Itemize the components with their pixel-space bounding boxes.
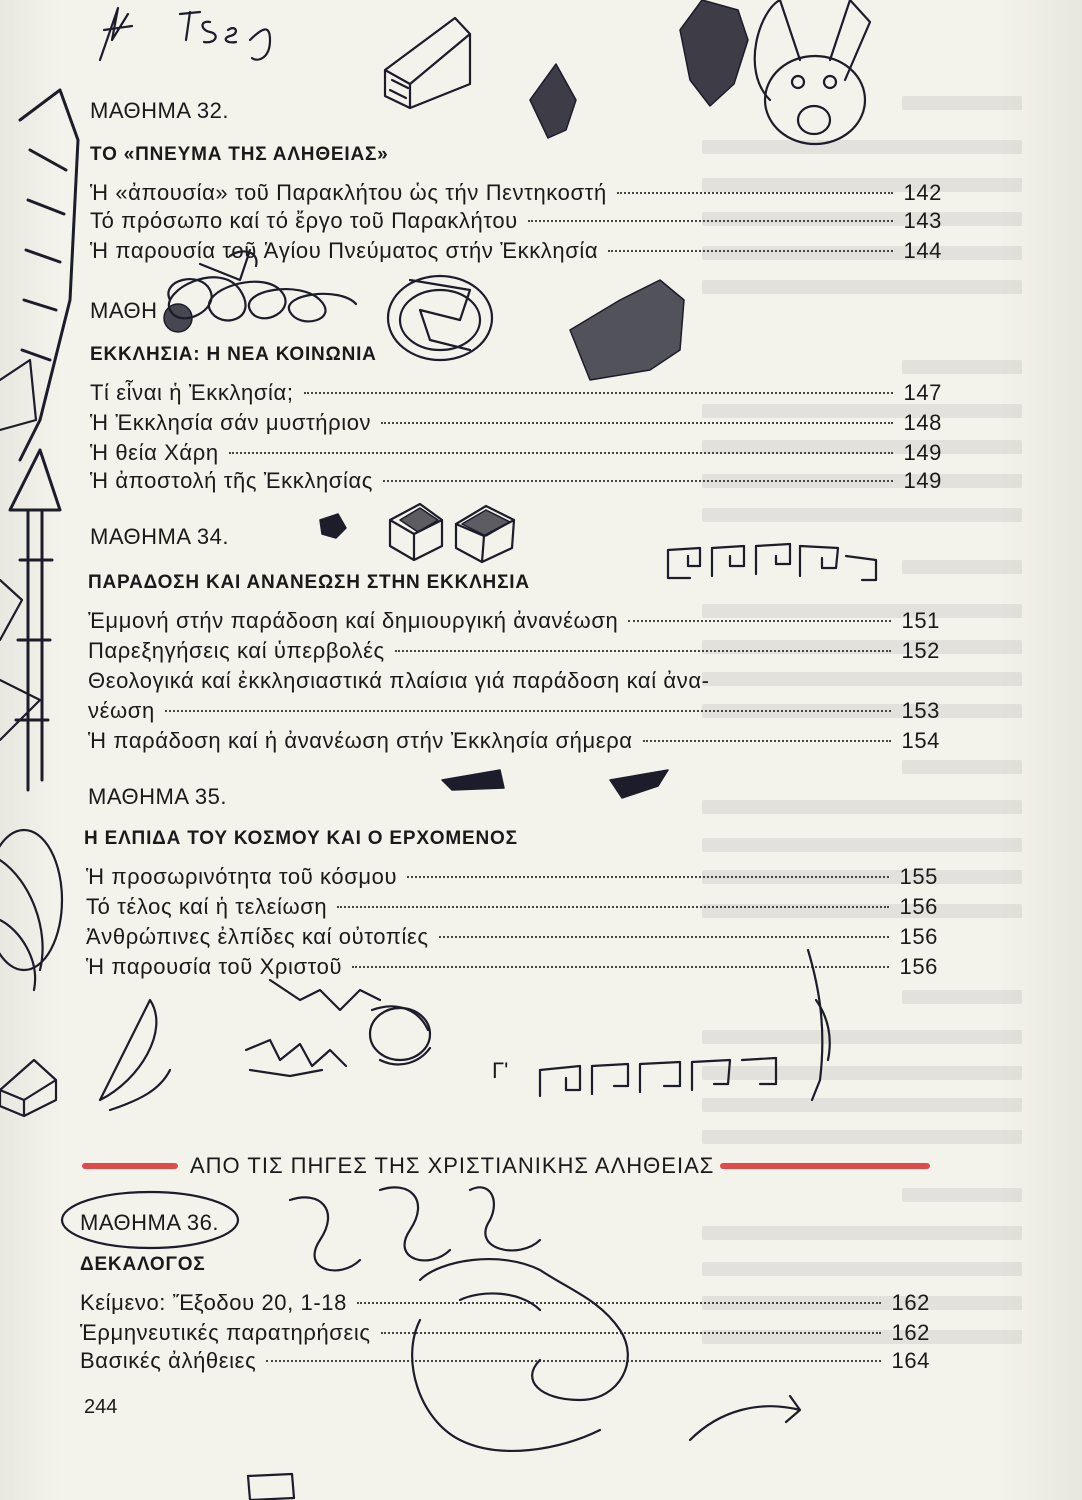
toc-entry-title: Ἡ Ἐκκλησία σάν μυστήριον: [90, 410, 372, 435]
toc-entry-title: Ἡ παρουσία τοῦ Χριστοῦ: [86, 954, 343, 979]
toc-entry: [90, 380, 942, 406]
toc-entry-title: Ἡ «ἀπουσία» τοῦ Παρακλήτου ὡς τήν Πεντηκοστή: [90, 180, 607, 205]
toc-entry-page: 156: [899, 924, 938, 949]
leader-dots: [165, 710, 892, 712]
lesson-heading: Η ΕΛΠΙΔΑ ΤΟΥ ΚΟΣΜΟΥ ΚΑΙ Ο ΕΡΧΟΜΕΝΟΣ: [84, 828, 518, 849]
toc-entry-page: 147: [903, 380, 942, 405]
lesson-heading: ΔΕΚΑΛΟΓΟΣ: [80, 1254, 206, 1275]
section-banner: [82, 1148, 930, 1184]
leader-dots: [439, 936, 890, 938]
toc-entry-title: Τί εἶναι ἡ Ἐκκλησία;: [90, 380, 294, 405]
toc-entry-title: Παρεξηγήσεις καί ὑπερβολές: [88, 638, 385, 663]
toc-entry-title: Ἡ προσωρινότητα τοῦ κόσμου: [86, 864, 398, 889]
signature-mark: Γ': [492, 1058, 509, 1083]
leader-dots: [643, 740, 892, 742]
toc-entry-page: 162: [891, 1290, 930, 1315]
toc-entry-title: Κείμενο: Ἔξοδου 20, 1-18: [80, 1290, 347, 1315]
leader-dots: [617, 192, 894, 194]
toc-entry-page: 152: [901, 638, 940, 663]
toc-entry-page: 151: [901, 608, 940, 633]
banner-rule-right: [720, 1163, 930, 1169]
toc-entry-page: 154: [901, 728, 940, 753]
toc-entry: [86, 894, 938, 920]
toc-entry-title: Θεολογικά καί ἐκκλησιαστικά πλαίσια γιά παράδοση καί ἀνα-: [88, 668, 710, 693]
toc-entry-title: Ἀνθρώπινες ἐλπίδες καί οὐτοπίες: [86, 924, 429, 949]
toc-entry-page: 153: [901, 698, 940, 723]
toc-entry-page: 149: [903, 440, 942, 465]
leader-dots: [337, 906, 889, 908]
toc-entry-page: 156: [899, 894, 938, 919]
toc-entry: [88, 638, 940, 664]
toc-entry: [88, 728, 940, 754]
toc-entry: [86, 864, 938, 890]
leader-dots: [266, 1360, 881, 1362]
toc-entry: [86, 954, 938, 980]
toc-entry: [90, 468, 942, 494]
toc-entry: [80, 1320, 930, 1346]
lesson-heading: ΠΑΡΑΔΟΣΗ ΚΑΙ ΑΝΑΝΕΩΣΗ ΣΤΗΝ ΕΚΚΛΗΣΙΑ: [88, 572, 530, 593]
toc-entry-title: Ἑρμηνευτικές παρατηρήσεις: [80, 1320, 371, 1345]
leader-dots: [407, 876, 889, 878]
toc-entry-page: 149: [903, 468, 942, 493]
toc-entry: [88, 608, 940, 634]
lesson-heading: ΕΚΚΛΗΣΙΑ: Η ΝΕΑ ΚΟΙΝΩΝΙΑ: [90, 344, 377, 365]
toc-entry-title: Ἡ παράδοση καί ἡ ἀνανέωση στήν Ἐκκλησία σήμερα: [88, 728, 633, 753]
section-banner-title: ΑΠΟ ΤΙΣ ΠΗΓΕΣ ΤΗΣ ΧΡΙΣΤΙΑΝΙΚΗΣ ΑΛΗΘΕΙΑΣ: [190, 1153, 715, 1178]
toc-entry-page: 143: [903, 208, 942, 233]
leader-dots: [229, 452, 894, 454]
toc-entry: [90, 238, 942, 264]
page-number: 244: [84, 1396, 118, 1418]
toc-entry-page: 148: [903, 410, 942, 435]
toc-entry: [90, 440, 942, 466]
toc-entry: [90, 208, 942, 234]
toc-entry: [88, 698, 940, 724]
toc-entry-title: Ἐμμονή στήν παράδοση καί δημιουργική ἀνανέωση: [88, 608, 619, 633]
leader-dots: [528, 220, 894, 222]
toc-entry: [90, 410, 942, 436]
toc-entry-page: 144: [903, 238, 942, 263]
leader-dots: [395, 650, 892, 652]
toc-entry-title: Βασικές ἀλήθειες: [80, 1348, 257, 1373]
toc-entry-page: 162: [891, 1320, 930, 1345]
lesson-label: ΜΑΘΗΜΑ 36.: [80, 1210, 220, 1235]
toc-entry-title: Ἡ παρουσία τοῦ Ἁγίου Πνεύματος στήν Ἐκκλησία: [90, 238, 599, 263]
toc-entry: [86, 924, 938, 950]
toc-entry-title: Ἡ ἀποστολή τῆς Ἐκκλησίας: [90, 468, 373, 493]
toc-entry-page: 156: [899, 954, 938, 979]
toc-entry-title: Ἡ θεία Χάρη: [90, 440, 219, 465]
toc-entry-page: 164: [891, 1348, 930, 1373]
banner-rule-left: [82, 1163, 178, 1169]
toc-entry: [90, 180, 942, 206]
leader-dots: [383, 480, 894, 482]
lesson-label: ΜΑΘΗΜΑ 35.: [88, 784, 228, 809]
toc-entry-title: Τό τέλος καί ἡ τελείωση: [86, 894, 328, 919]
toc-entry-title-continuation: νέωση: [88, 698, 155, 723]
toc-entry: [80, 1348, 930, 1374]
lesson-heading: ΤΟ «ΠΝΕΥΜΑ ΤΗΣ ΑΛΗΘΕΙΑΣ»: [90, 144, 389, 165]
leader-dots: [381, 1332, 882, 1334]
lesson-label: ΜΑΘΗΜΑ 32.: [90, 98, 230, 123]
lesson-label: ΜΑΘΗΜΑ 34.: [90, 524, 230, 549]
leader-dots: [357, 1302, 882, 1304]
toc-entry-page: 155: [899, 864, 938, 889]
toc-entry-page: 142: [903, 180, 942, 205]
leader-dots: [608, 250, 893, 252]
toc-entry: [80, 1290, 930, 1316]
toc-entry-title: Τό πρόσωπο καί τό ἔργο τοῦ Παρακλήτου: [90, 208, 518, 233]
leader-dots: [304, 392, 894, 394]
leader-dots: [628, 620, 891, 622]
leader-dots: [381, 422, 893, 424]
leader-dots: [352, 966, 889, 968]
lesson-label: ΜΑΘΗ: [90, 298, 158, 323]
